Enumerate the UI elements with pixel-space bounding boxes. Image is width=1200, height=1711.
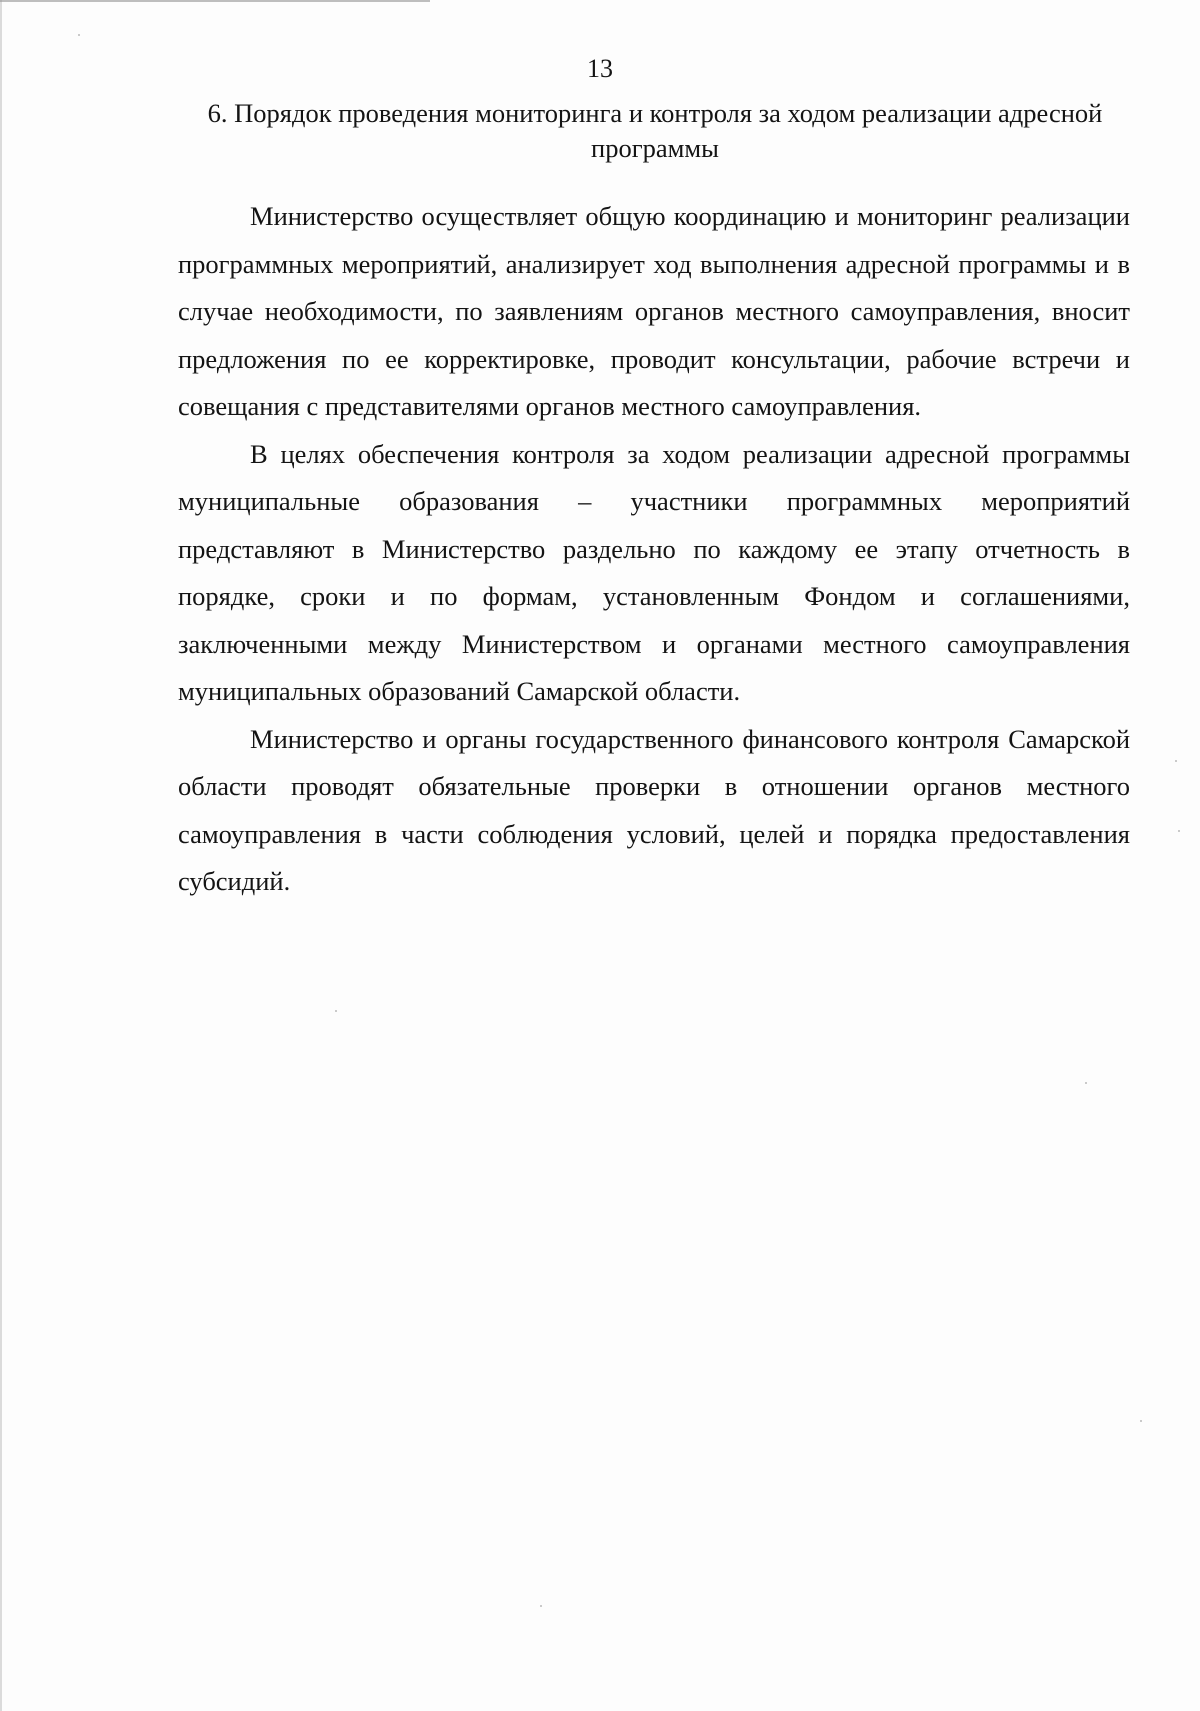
scan-speck xyxy=(1175,760,1177,762)
page-number: 13 xyxy=(587,54,613,83)
scan-speck xyxy=(540,1605,542,1607)
scan-edge-top xyxy=(0,0,430,2)
scan-edge-left xyxy=(0,0,2,1711)
scan-speck xyxy=(1178,830,1180,832)
scan-speck xyxy=(78,34,80,36)
scan-speck xyxy=(1085,1082,1087,1084)
paragraph-monitoring: Министерство осуществляет общую координацию и мониторинг реализации программных мероприятий, анализирует ход выполнения адресной программы и в случае необходимости, по заявлениям органов местного самоуправления, вносит предложения по ее корректировке, проводит консультации, рабочие встречи и совещания с представителями органов местного самоуправления. xyxy=(178,201,1130,421)
body-text xyxy=(178,193,1130,906)
scan-speck xyxy=(335,1010,337,1012)
section-title: 6. Порядок проведения мониторинга и контроля за ходом реализации адресной программы xyxy=(207,98,1103,163)
paragraph-inspections: Министерство и органы государственного финансового контроля Самарской области проводят обязательные проверки в отношении органов местного самоуправления в части соблюдения условий, целей и порядка предоставления субсидий. xyxy=(178,723,1130,896)
scan-speck xyxy=(1140,1420,1142,1422)
paragraph-reporting: В целях обеспечения контроля за ходом реализации адресной программы муниципальные образования – участники программных мероприятий представляют в Министерство раздельно по каждому ее этапу отчетность в порядке, сроки и по формам, установленным Фондом и соглашениями, заключенными между Министерством и органами местного самоуправления муниципальных образований Самарской области. xyxy=(178,438,1130,706)
